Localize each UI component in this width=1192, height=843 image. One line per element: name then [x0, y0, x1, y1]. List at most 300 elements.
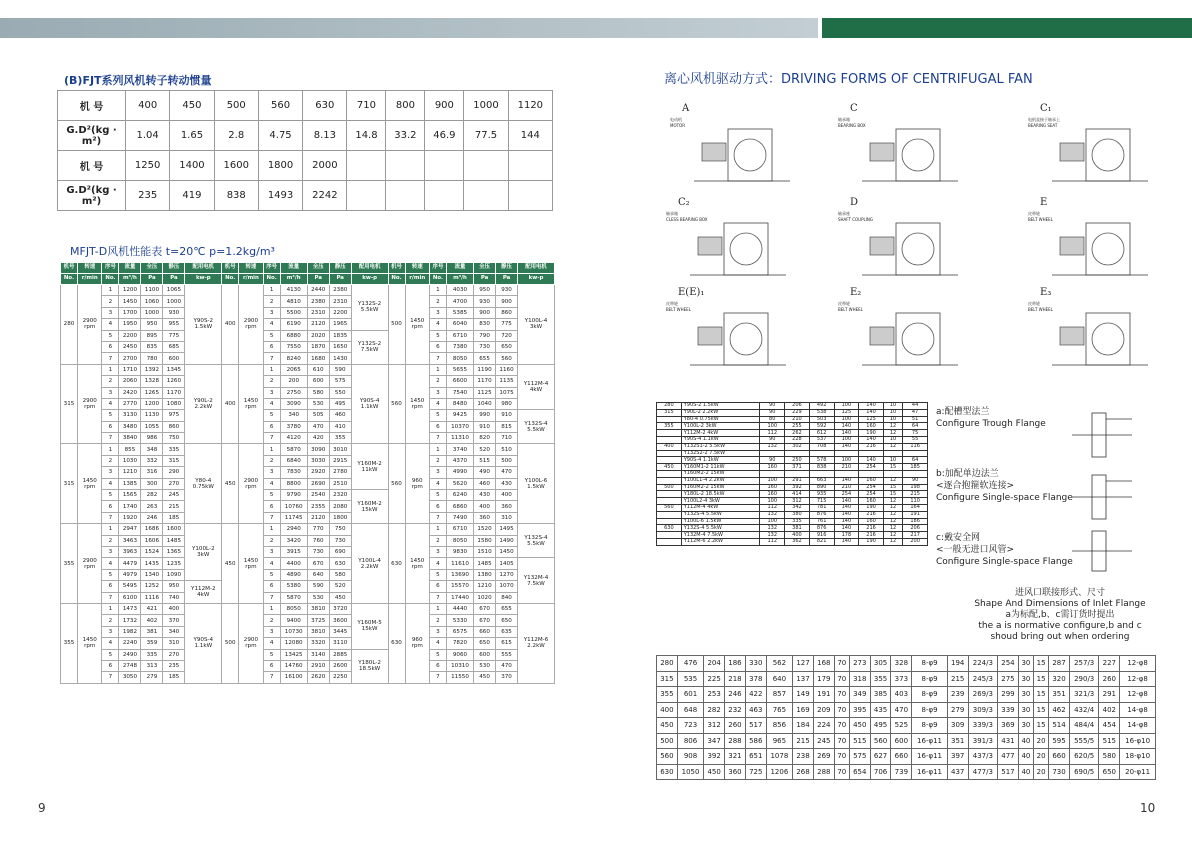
inertia-header-cell: 机 号 — [58, 151, 126, 181]
motor-cell: 55 — [903, 436, 928, 443]
inertia-table — [57, 90, 553, 211]
perf-cell: 4370 — [446, 455, 473, 466]
inertia-cell: 560 — [258, 91, 302, 121]
perf-cell: 1 — [263, 364, 280, 375]
perf-cell: 185 — [163, 512, 185, 523]
perf-cell: 5 — [263, 569, 280, 580]
flange-cell: 560 — [870, 733, 891, 749]
inertia-cell: 419 — [170, 181, 214, 211]
flange-cell: 739 — [891, 764, 912, 780]
perf-cell: 515 — [474, 455, 496, 466]
motor-spec — [351, 649, 388, 683]
motor-row — [657, 518, 928, 525]
flange-cell: 586 — [745, 733, 766, 749]
motor-cell: 140 — [834, 477, 859, 484]
perf-cell: 635 — [496, 626, 518, 637]
flange-cell: 575 — [849, 749, 870, 765]
motor-spec-line: Y132M-4 — [523, 574, 549, 581]
perf-cell: 1020 — [474, 592, 496, 603]
motor-row — [657, 457, 928, 464]
motor-spec — [351, 490, 388, 524]
inertia-cell — [347, 151, 386, 181]
motor-spec-line: Y90S-4 — [193, 637, 214, 644]
legend-c-note: <一般无进口风管> — [936, 545, 1015, 555]
drive-sublabel-line: BELT WHEEL — [1028, 217, 1053, 222]
flange-cell: 215 — [793, 733, 814, 749]
motor-cell: 592 — [809, 423, 834, 430]
perf-cell: 1 — [429, 524, 446, 535]
motor-cell: 140 — [859, 409, 884, 416]
perf-cell: 3 — [263, 546, 280, 557]
motor-cell: 140 — [834, 430, 859, 437]
flange-cell: 431 — [998, 733, 1019, 749]
inertia-cell: 900 — [425, 91, 464, 121]
perf-cell: 640 — [307, 569, 329, 580]
flange-cell: 20 — [1034, 749, 1049, 765]
perf-cell: 9830 — [446, 546, 473, 557]
perf-cell: 4700 — [446, 296, 473, 307]
drive-label: A — [682, 103, 690, 114]
flange-cell: 806 — [677, 733, 703, 749]
perf-cell: 2250 — [329, 672, 351, 683]
motor-cell: 12 — [883, 423, 902, 430]
motor-cell: 578 — [809, 457, 834, 464]
motor-cell: 90 — [760, 436, 785, 443]
perf-cell: 11745 — [280, 512, 307, 523]
perf-cell: 1385 — [119, 478, 141, 489]
motor-cell — [859, 450, 884, 457]
perf-header-unit: Pa — [163, 274, 185, 285]
fan-drawing — [686, 309, 806, 371]
perf-cell: 2 — [102, 296, 119, 307]
flange-cell: 15 — [1034, 671, 1049, 687]
perf-cell: 500 — [496, 455, 518, 466]
perf-cell: 2748 — [119, 660, 141, 671]
flange-cell: 282 — [704, 702, 725, 718]
perf-cell: 420 — [307, 433, 329, 444]
perf-cell: 1965 — [329, 319, 351, 330]
speed-unit: rpm — [411, 643, 423, 650]
perf-cell: 580 — [307, 387, 329, 398]
perf-cell: 332 — [141, 455, 163, 466]
flange-cell: 650 — [1099, 764, 1120, 780]
legend-a — [936, 406, 1046, 430]
perf-cell: 1030 — [119, 455, 141, 466]
flange-cell: 275 — [998, 671, 1019, 687]
motor-cell: 190 — [859, 504, 884, 511]
motor-cell: 160 — [760, 484, 785, 491]
motor-spec — [351, 603, 388, 649]
flange-cell: 476 — [677, 656, 703, 672]
motor-cell: 44 — [903, 403, 928, 410]
drive-sublabel-line: MOTOR — [670, 123, 685, 128]
motor-cell: Y112M-2 4kW — [681, 430, 760, 437]
motor-cell: 400 — [785, 532, 810, 539]
speed-unit: rpm — [84, 563, 96, 570]
perf-cell: 830 — [474, 319, 496, 330]
perf-header-cell: 转速 — [239, 263, 263, 274]
perf-cell: 5655 — [446, 364, 473, 375]
flange-cell: 20 — [1034, 733, 1049, 749]
motor-cell: 216 — [859, 443, 884, 450]
motor-spec-line: Y90L-2 — [193, 398, 213, 405]
perf-row — [61, 649, 555, 660]
speed-value: 1450 — [243, 557, 259, 564]
motor-spec-line: Y132S-2 — [357, 341, 382, 348]
motor-spec-line: 1.1kW — [360, 404, 379, 411]
motor-row — [657, 484, 928, 491]
motor-cell: 400 — [657, 443, 682, 450]
flange-cell: 360 — [725, 764, 746, 780]
perf-header-unit: m³/h — [119, 274, 141, 285]
flange-row — [657, 749, 1156, 765]
perf-cell: 2770 — [119, 398, 141, 409]
motor-spec-line: Y100L-4 — [524, 318, 548, 325]
perf-cell: 910 — [474, 421, 496, 432]
perf-row — [61, 398, 555, 409]
perf-cell: 360 — [496, 501, 518, 512]
flange-cell: 369 — [998, 718, 1019, 734]
perf-cell: 1606 — [141, 535, 163, 546]
perf-cell: 1200 — [141, 398, 163, 409]
motor-cell: 140 — [834, 511, 859, 518]
perf-cell: 990 — [474, 410, 496, 421]
motor-spec-line: 5.5kW — [360, 307, 379, 314]
perf-header-cell: 流量 — [280, 263, 307, 274]
perf-cell: 4479 — [119, 558, 141, 569]
inertia-cell: 2000 — [303, 151, 347, 181]
perf-cell: 2 — [429, 455, 446, 466]
perf-cell: 4810 — [280, 296, 307, 307]
perf-cell: 2060 — [119, 376, 141, 387]
perf-cell: 1800 — [329, 512, 351, 523]
perf-cell: 655 — [474, 353, 496, 364]
flange-cell: 127 — [793, 656, 814, 672]
perf-cell: 235 — [163, 660, 185, 671]
motor-cell: 140 — [834, 504, 859, 511]
flange-cell: 168 — [813, 656, 834, 672]
perf-header-unit: Pa — [496, 274, 518, 285]
perf-cell: 2910 — [307, 660, 329, 671]
motor-cell: 140 — [859, 457, 884, 464]
perf-cell: 930 — [163, 307, 185, 318]
perf-cell: 5 — [263, 330, 280, 341]
motor-cell: 186 — [903, 518, 928, 525]
perf-cell: 1450 — [119, 296, 141, 307]
perf-header-cell: 静压 — [163, 263, 185, 274]
motor-cell: 371 — [785, 464, 810, 471]
perf-cell: 2600 — [329, 660, 351, 671]
flange-cell: 245/3 — [968, 671, 997, 687]
perf-cell: 8050 — [446, 353, 473, 364]
inertia-cell: 1120 — [508, 91, 552, 121]
motor-cell — [657, 430, 682, 437]
perf-header-unit: Pa — [474, 274, 496, 285]
perf-cell: 820 — [474, 433, 496, 444]
inertia-cell: 33.2 — [386, 121, 425, 151]
flange-cell: 328 — [891, 656, 912, 672]
speed-unit: rpm — [245, 324, 257, 331]
perf-header-cell: 转速 — [405, 263, 429, 274]
motor-cell: 100 — [834, 403, 859, 410]
motor-cell: 761 — [809, 518, 834, 525]
fan-drawing — [858, 309, 978, 371]
perf-row — [61, 490, 555, 501]
motor-cell: 255 — [785, 423, 810, 430]
motor-cell: 10 — [883, 409, 902, 416]
perf-cell: 4 — [429, 478, 446, 489]
drive-forms-title: 离心风机驱动方式：DRIVING FORMS OF CENTRIFUGAL FAN — [664, 72, 1033, 87]
perf-cell: 8240 — [280, 353, 307, 364]
perf-cell: 950 — [141, 319, 163, 330]
inertia-row — [58, 121, 553, 151]
perf-cell: 263 — [141, 501, 163, 512]
flange-cell: 260 — [725, 718, 746, 734]
motor-cell: 216 — [859, 525, 884, 532]
motor-spec — [185, 603, 222, 683]
inertia-cell — [464, 151, 508, 181]
motor-cell: 560 — [657, 504, 682, 511]
perf-cell: 2510 — [329, 478, 351, 489]
motor-spec-line: 3kW — [529, 324, 543, 331]
perf-cell: 1130 — [141, 410, 163, 421]
perf-cell: 10370 — [446, 421, 473, 432]
motor-cell: 450 — [657, 464, 682, 471]
motor-spec-line: Y180L-2 — [358, 660, 381, 667]
flange-cell: 484/4 — [1069, 718, 1098, 734]
motor-cell: 90 — [760, 409, 785, 416]
motor-cell: 140 — [834, 443, 859, 450]
perf-cell: 860 — [163, 421, 185, 432]
motor-cell: 12 — [883, 511, 902, 518]
perf-cell: 185 — [163, 672, 185, 683]
perf-cell: 1565 — [119, 490, 141, 501]
fan-speed — [239, 524, 263, 604]
perf-cell: 215 — [163, 501, 185, 512]
flange-row — [657, 656, 1156, 672]
motor-spec-line: 15kW — [361, 626, 378, 633]
perf-header-unit: No. — [388, 274, 405, 285]
flange-cell: 648 — [677, 702, 703, 718]
perf-cell: 580 — [329, 569, 351, 580]
perf-cell: 2440 — [307, 285, 329, 296]
perf-cell: 3780 — [280, 421, 307, 432]
drive-sublabel-line: 轴承箱 — [838, 117, 850, 122]
inertia-cell: 450 — [170, 91, 214, 121]
perf-cell: 6 — [263, 341, 280, 352]
flange-cell: 654 — [849, 764, 870, 780]
motor-spec — [518, 285, 555, 365]
flange-caption-en: Shape And Dimensions of Inlet Flange — [974, 599, 1146, 609]
perf-cell: 2750 — [280, 387, 307, 398]
perf-cell: 520 — [474, 444, 496, 455]
motor-cell: 140 — [834, 498, 859, 505]
perf-cell: 3050 — [119, 672, 141, 683]
motor-cell: 10 — [883, 436, 902, 443]
motor-cell: 254 — [859, 464, 884, 471]
motor-row — [657, 525, 928, 532]
perf-cell: 1920 — [119, 512, 141, 523]
motor-spec — [351, 364, 388, 444]
motor-spec-line: Y132S-4 — [524, 420, 548, 427]
perf-cell: 6 — [102, 501, 119, 512]
motor-cell: 216 — [859, 511, 884, 518]
flange-cell: 12-φ8 — [1120, 656, 1156, 672]
flange-cell: 339 — [998, 702, 1019, 718]
flange-cell: 179 — [813, 671, 834, 687]
motor-cell: 47 — [903, 409, 928, 416]
flange-cell: 514 — [1049, 718, 1070, 734]
motor-cell — [657, 511, 682, 518]
perf-cell: 750 — [329, 524, 351, 535]
perf-cell: 6 — [102, 581, 119, 592]
motor-cell: 342 — [785, 504, 810, 511]
motor-cell: 291 — [785, 477, 810, 484]
motor-spec — [518, 364, 555, 410]
perf-cell: 1170 — [163, 387, 185, 398]
perf-cell: 1340 — [141, 569, 163, 580]
motor-spec-line: 15kW — [361, 506, 378, 513]
perf-cell: 2020 — [307, 330, 329, 341]
perf-cell: 1 — [102, 285, 119, 296]
legend-b-cn: b:加配单边法兰 — [936, 469, 999, 479]
perf-cell: 2450 — [119, 341, 141, 352]
perf-cell: 1 — [263, 285, 280, 296]
flange-cell: 321 — [725, 749, 746, 765]
perf-header-cell: 机号 — [61, 263, 78, 274]
perf-cell: 6 — [102, 421, 119, 432]
perf-cell: 2915 — [329, 455, 351, 466]
perf-cell: 1650 — [329, 341, 351, 352]
perf-cell: 5 — [429, 490, 446, 501]
motor-cell — [760, 450, 785, 457]
motor-cell: 75 — [903, 430, 928, 437]
perf-cell: 3840 — [119, 433, 141, 444]
perf-cell: 3 — [102, 626, 119, 637]
perf-cell: 3 — [102, 307, 119, 318]
flange-cell: 392 — [704, 749, 725, 765]
motor-cell: 100 — [834, 416, 859, 423]
flange-cell: 70 — [834, 671, 849, 687]
perf-cell: 986 — [141, 433, 163, 444]
perf-cell: 7820 — [446, 638, 473, 649]
motor-spec — [185, 444, 222, 524]
flange-cell: 269/3 — [968, 687, 997, 703]
flange-caption-cn: 进风口联接形式、尺寸 — [1014, 588, 1105, 598]
perf-cell: 7 — [263, 592, 280, 603]
motor-spec — [351, 285, 388, 331]
perf-cell: 11550 — [446, 672, 473, 683]
perf-cell: 3725 — [307, 615, 329, 626]
motor-spec-line: 4kW — [529, 387, 543, 394]
perf-cell: 1495 — [496, 524, 518, 535]
perf-row — [61, 307, 555, 318]
perf-row — [61, 603, 555, 614]
motor-cell: 250 — [785, 457, 810, 464]
flange-cell: 12-φ8 — [1120, 687, 1156, 703]
perf-cell: 7 — [102, 512, 119, 523]
perf-cell: 460 — [474, 478, 496, 489]
motor-cell: 160 — [859, 423, 884, 430]
perf-cell: 650 — [496, 341, 518, 352]
perf-header-unit: m³/h — [446, 274, 473, 285]
flange-cell: 204 — [704, 656, 725, 672]
flange-cell: 515 — [1099, 733, 1120, 749]
motor-cell: Y100L2-4 3kW — [681, 498, 760, 505]
perf-cell: 2540 — [307, 490, 329, 501]
motor-spec — [518, 444, 555, 524]
perf-cell: 3090 — [307, 444, 329, 455]
perf-header-cell: 序号 — [102, 263, 119, 274]
perf-cell: 1265 — [141, 387, 163, 398]
perf-cell: 955 — [163, 319, 185, 330]
drive-sublabel-line: BELT WHEEL — [1028, 307, 1053, 312]
motor-table — [656, 402, 928, 546]
perf-cell: 3 — [102, 467, 119, 478]
motor-cell: 229 — [785, 409, 810, 416]
perf-cell: 3480 — [119, 421, 141, 432]
perf-cell: 402 — [141, 615, 163, 626]
inertia-title: (B)FJT系列风机转子转动惯量 — [64, 74, 212, 87]
perf-cell: 470 — [496, 660, 518, 671]
perf-header-unit: Pa — [329, 274, 351, 285]
motor-cell — [809, 450, 834, 457]
motor-spec — [518, 524, 555, 558]
motor-cell: 112 — [760, 538, 785, 545]
perf-cell: 2240 — [119, 638, 141, 649]
motor-spec-line: Y90S-2 — [193, 318, 214, 325]
perf-cell: 910 — [496, 410, 518, 421]
perf-cell: 279 — [141, 672, 163, 683]
fan-number: 630 — [388, 524, 405, 604]
performance-table — [60, 262, 555, 684]
fan-speed — [239, 364, 263, 444]
drive-sublabel-line: 轴承座 — [838, 211, 850, 216]
perf-cell: 335 — [141, 649, 163, 660]
flange-cell: 620/5 — [1069, 749, 1098, 765]
motor-cell: Y160M1-2 11kW — [681, 464, 760, 471]
flange-cell: 725 — [745, 764, 766, 780]
perf-row — [61, 592, 555, 603]
motor-cell: 132 — [760, 511, 785, 518]
perf-cell: 650 — [496, 615, 518, 626]
motor-cell — [903, 450, 928, 457]
perf-header-unit: No. — [429, 274, 446, 285]
flange-cell: 330 — [745, 656, 766, 672]
flange-cell: 515 — [849, 733, 870, 749]
perf-cell: 2310 — [329, 296, 351, 307]
perf-cell: 600 — [474, 649, 496, 660]
perf-header-cell: 配用电机 — [351, 263, 388, 274]
flange-cell: 470 — [891, 702, 912, 718]
flange-cell: 8-φ9 — [912, 671, 948, 687]
flange-cell: 517 — [998, 764, 1019, 780]
perf-row — [61, 512, 555, 523]
motor-cell: Y80-4 0.75kW — [681, 416, 760, 423]
motor-cell: Y100L-6 1.5kW — [681, 518, 760, 525]
motor-row — [657, 416, 928, 423]
perf-cell: 2 — [263, 376, 280, 387]
motor-cell: 715 — [809, 498, 834, 505]
perf-cell: 1260 — [163, 376, 185, 387]
fan-speed — [239, 285, 263, 365]
fan-drawing — [1048, 219, 1168, 281]
motor-cell: 392 — [785, 484, 810, 491]
speed-value: 2900 — [82, 557, 97, 564]
flange-cell: 215 — [947, 671, 968, 687]
flange-cell: 30 — [1018, 687, 1033, 703]
perf-header-cell: 序号 — [263, 263, 280, 274]
